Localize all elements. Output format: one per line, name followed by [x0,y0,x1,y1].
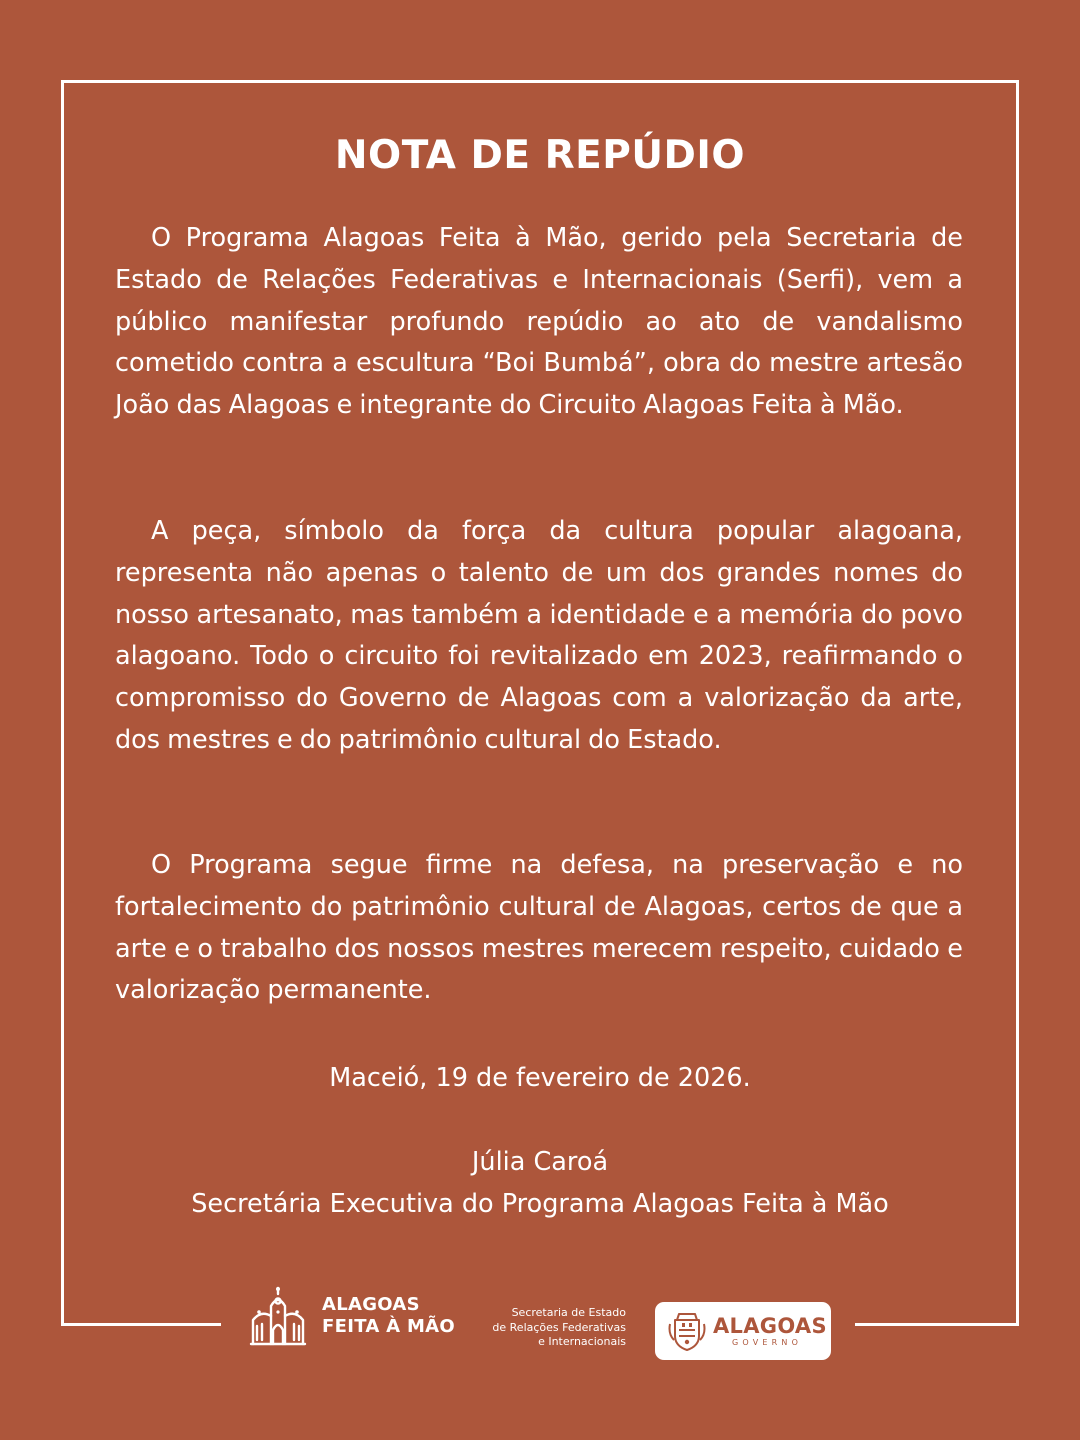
afm-logo-line2: FEITA À MÃO [322,1316,456,1337]
serfi-line1: Secretaria de Estado [511,1306,626,1319]
paragraph-1: O Programa Alagoas Feita à Mão, gerido pela Secretaria de Estado de Relações Federativas e Internacionais (Serfi), vem a público manifestar profundo repúdio ao ato de vandalismo cometido contra a escultura “Boi Bumbá”, obra do mestre artesão João das Alagoas e integrante do Circuito Alagoas Feita à Mão. [115,223,963,421]
state-crest-icon [667,1310,707,1352]
governo-alagoas-logo [655,1302,831,1360]
date-line: Maceió, 19 de fevereiro de 2026. [329,1063,751,1093]
border-frame-bottom-left [61,1323,221,1326]
gov-logo-sub: GOVERNO [731,1338,803,1347]
afm-logo-line1: ALAGOAS [322,1294,420,1315]
afm-logo-text [322,1294,455,1338]
gov-logo-name: ALAGOAS [713,1314,827,1338]
serfi-line2: de Relações Federativas [492,1320,626,1334]
alagoas-feita-a-mao-logo [247,1284,457,1346]
border-frame-bottom-right [855,1323,1019,1326]
serfi-line3: e Internacionais [538,1335,626,1348]
signer-role: Secretária Executiva do Programa Alagoas Feita à Mão [191,1189,889,1219]
paragraph-3: O Programa segue firme na defesa, na preservação e no fortalecimento do patrimônio cultural de Alagoas, certos de que a arte e o trabalho dos nossos mestres merecem respeito, cuidado e valorização permanente. [115,850,963,1006]
serfi-logo-text [470,1306,626,1350]
signer-name: Júlia Caroá [471,1147,609,1177]
paragraph-2: A peça, símbolo da força da cultura popular alagoana, representa não apenas o talento de um dos grandes nomes do nosso artesanato, mas também a identidade e a memória do povo alagoano. Todo o circuito foi revitalizado em 2023, reafirmando o compromisso do Governo de Alagoas com a valorização da arte, dos mestres e do patrimônio cultural do Estado. [115,516,963,755]
church-facade-icon [247,1284,309,1346]
document-title: NOTA DE REPÚDIO [334,133,746,178]
